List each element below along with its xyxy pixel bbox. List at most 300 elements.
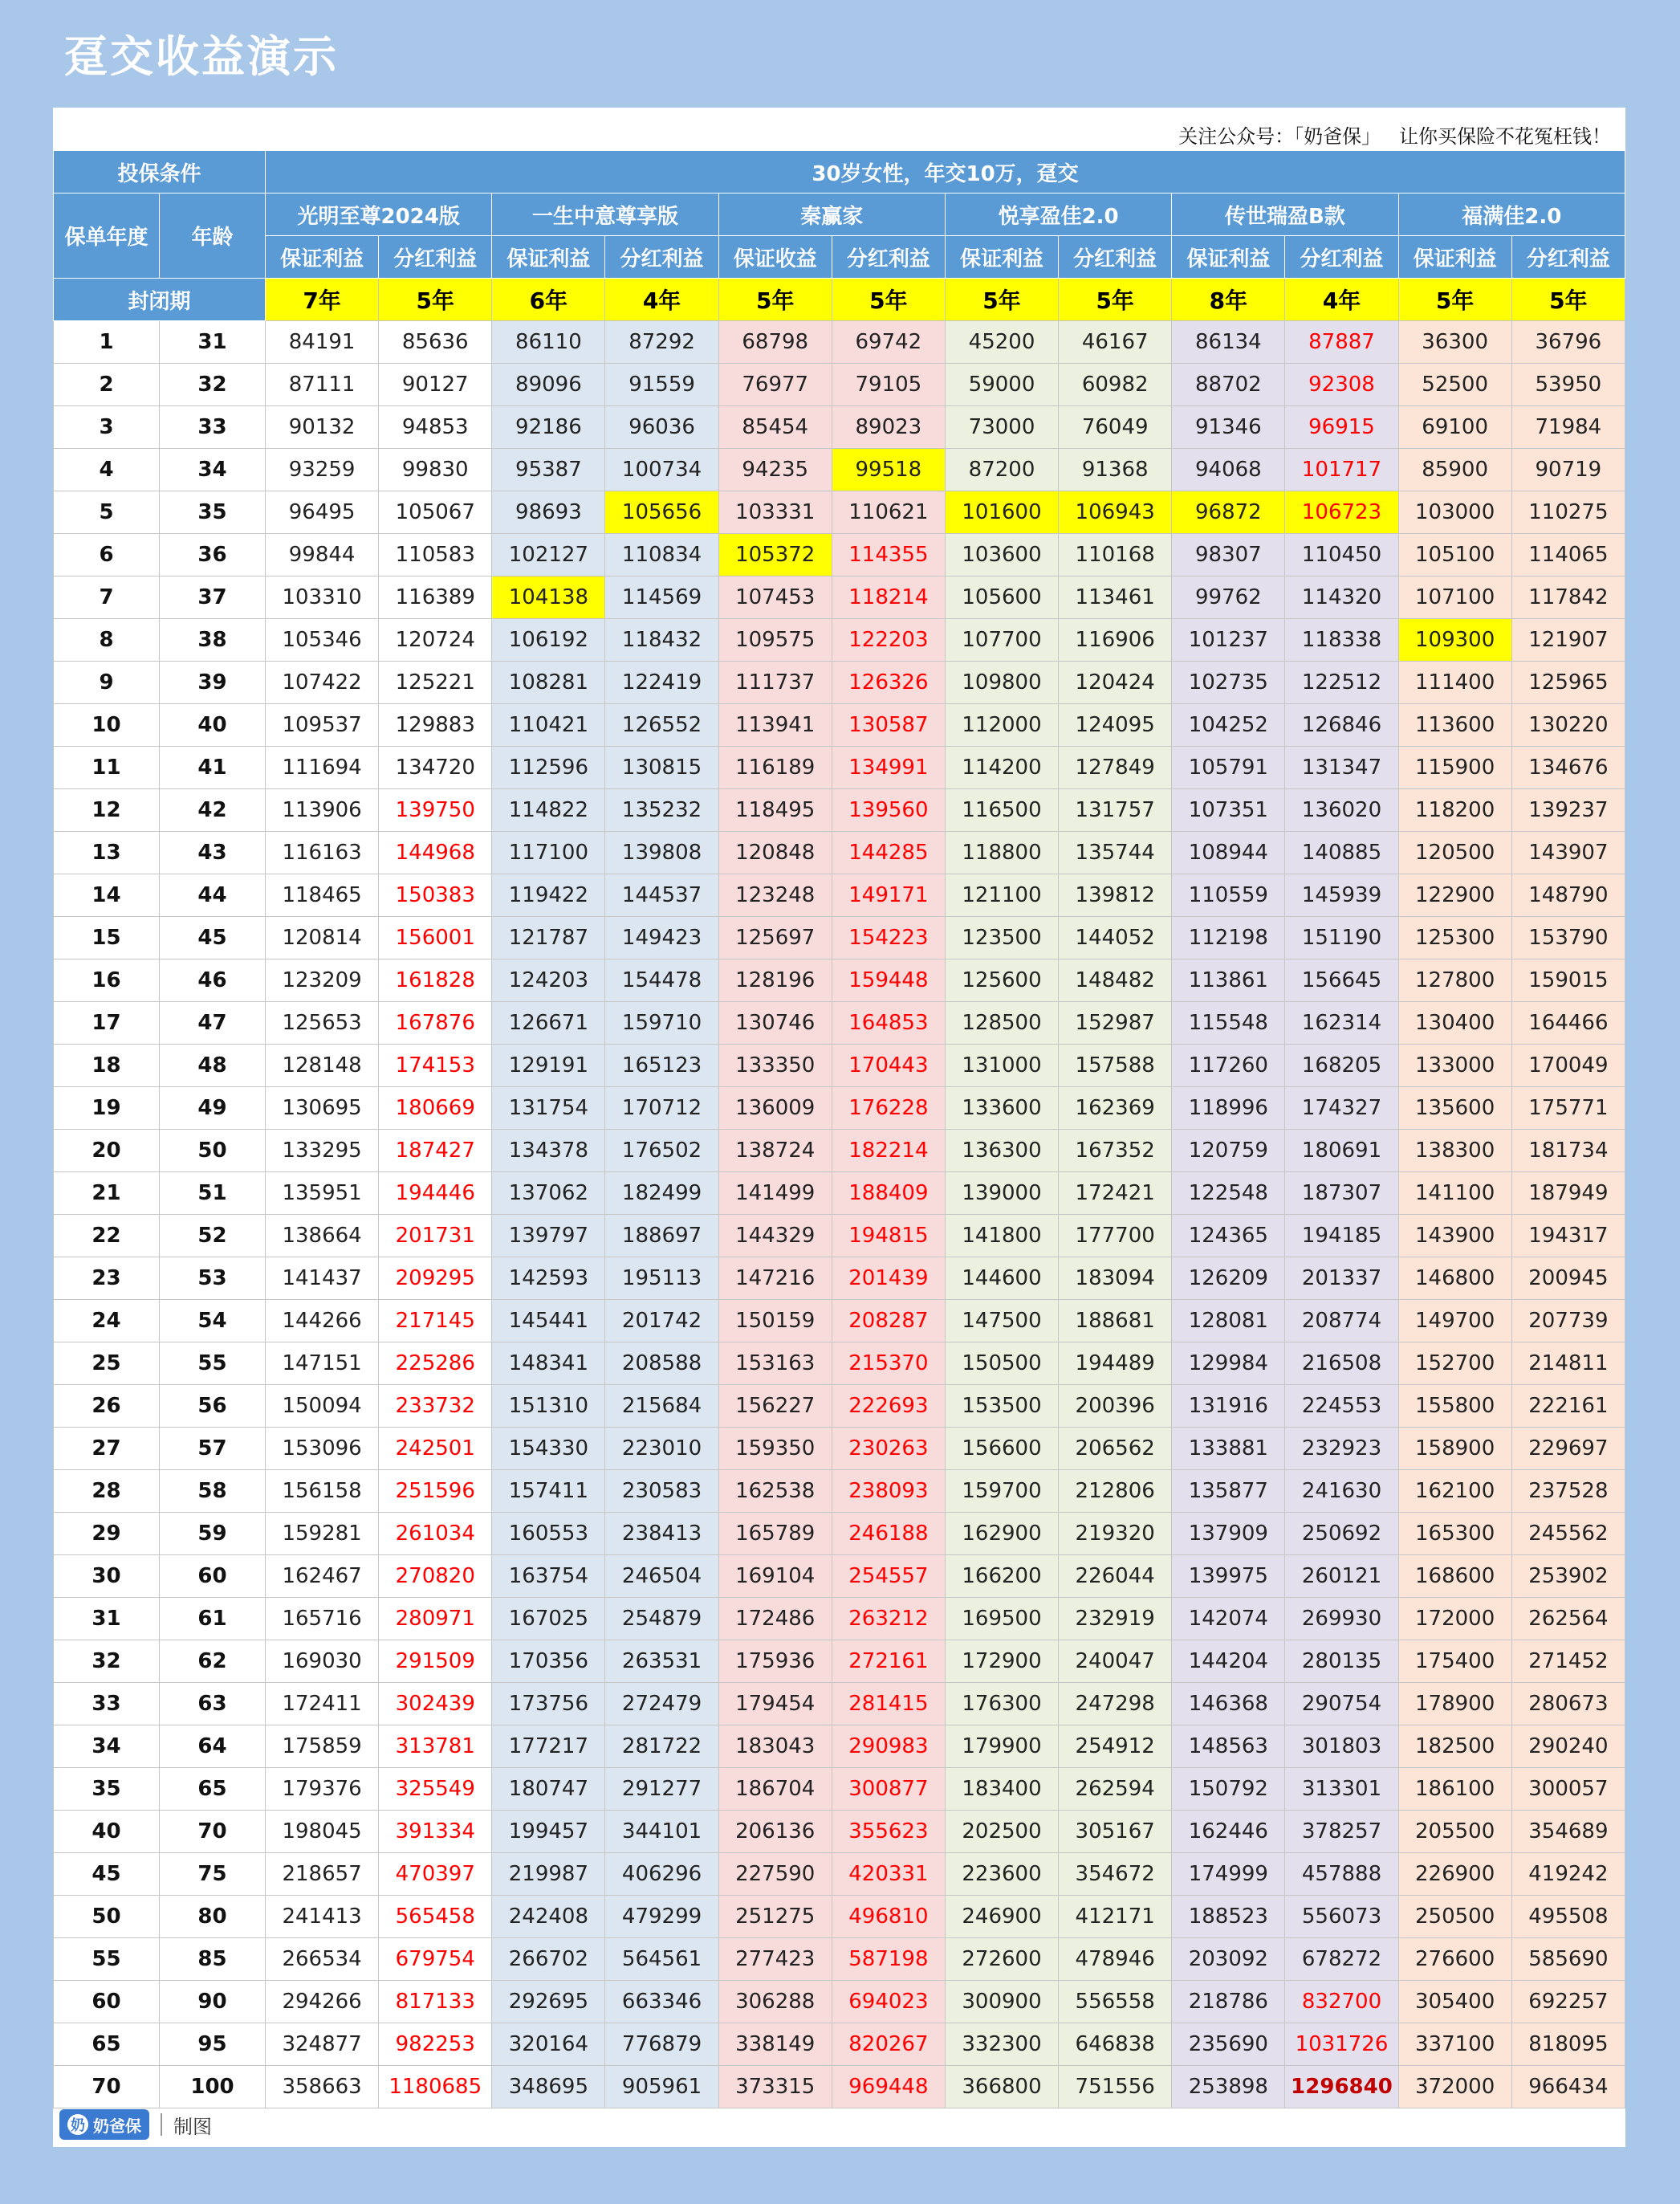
value-cell: 150500: [945, 1342, 1058, 1385]
value-cell: 820267: [832, 2023, 945, 2066]
value-cell: 966434: [1511, 2066, 1625, 2108]
value-cell: 232923: [1285, 1428, 1398, 1470]
value-cell: 215684: [605, 1385, 718, 1428]
value-cell: 96915: [1285, 406, 1398, 449]
condition-text: 30岁女性，年交10万，趸交: [266, 151, 1625, 194]
policy-year-cell: 28: [54, 1470, 160, 1513]
value-cell: 103000: [1398, 491, 1511, 534]
value-cell: 107351: [1172, 789, 1285, 832]
value-cell: 106943: [1059, 491, 1172, 534]
age-cell: 49: [160, 1087, 266, 1130]
value-cell: 98307: [1172, 534, 1285, 576]
value-cell: 222161: [1511, 1385, 1625, 1428]
value-cell: 94068: [1172, 449, 1285, 491]
value-cell: 159710: [605, 1002, 718, 1045]
value-cell: 114065: [1511, 534, 1625, 576]
value-cell: 118465: [266, 874, 379, 917]
age-cell: 40: [160, 704, 266, 747]
value-cell: 110834: [605, 534, 718, 576]
value-cell: 266534: [266, 1938, 379, 1981]
value-cell: 337100: [1398, 2023, 1511, 2066]
value-cell: 300057: [1511, 1768, 1625, 1811]
value-cell: 226044: [1059, 1555, 1172, 1598]
value-cell: 186100: [1398, 1768, 1511, 1811]
value-cell: 131757: [1059, 789, 1172, 832]
value-cell: 87200: [945, 449, 1058, 491]
value-cell: 114200: [945, 747, 1058, 789]
value-cell: 199457: [492, 1811, 605, 1853]
value-cell: 209295: [379, 1257, 492, 1300]
value-cell: 112198: [1172, 917, 1285, 959]
value-cell: 176228: [832, 1087, 945, 1130]
table-row: [54, 1981, 1625, 2023]
lock-period-cell: 5年: [1511, 279, 1625, 321]
value-cell: 91559: [605, 364, 718, 406]
value-cell: 126846: [1285, 704, 1398, 747]
value-cell: 113861: [1172, 959, 1285, 1002]
value-cell: 280135: [1285, 1640, 1398, 1683]
value-cell: 194489: [1059, 1342, 1172, 1385]
value-cell: 99830: [379, 449, 492, 491]
lock-period-cell: 5年: [1398, 279, 1511, 321]
value-cell: 187307: [1285, 1172, 1398, 1215]
value-cell: 194185: [1285, 1215, 1398, 1257]
value-cell: 254557: [832, 1555, 945, 1598]
value-cell: 111737: [718, 662, 832, 704]
value-cell: 116389: [379, 576, 492, 619]
slogan: 关注公众号：「奶爸保」 让你买保险不花冤枉钱！: [1178, 125, 1611, 148]
value-cell: 250692: [1285, 1513, 1398, 1555]
value-cell: 105346: [266, 619, 379, 662]
age-cell: 41: [160, 747, 266, 789]
age-cell: 45: [160, 917, 266, 959]
age-cell: 61: [160, 1598, 266, 1640]
value-cell: 107453: [718, 576, 832, 619]
age-cell: 64: [160, 1725, 266, 1768]
value-cell: 183043: [718, 1725, 832, 1768]
age-cell: 60: [160, 1555, 266, 1598]
value-cell: 94853: [379, 406, 492, 449]
value-cell: 126552: [605, 704, 718, 747]
value-cell: 332300: [945, 2023, 1058, 2066]
age-cell: 59: [160, 1513, 266, 1555]
value-cell: 170712: [605, 1087, 718, 1130]
lock-period-cell: 4年: [1285, 279, 1398, 321]
value-cell: 174153: [379, 1045, 492, 1087]
value-cell: 165123: [605, 1045, 718, 1087]
value-cell: 115548: [1172, 1002, 1285, 1045]
value-cell: 496810: [832, 1896, 945, 1938]
value-cell: 146800: [1398, 1257, 1511, 1300]
value-cell: 151310: [492, 1385, 605, 1428]
value-cell: 354689: [1511, 1811, 1625, 1853]
value-cell: 156600: [945, 1428, 1058, 1470]
value-cell: 153096: [266, 1428, 379, 1470]
value-cell: 149700: [1398, 1300, 1511, 1342]
value-cell: 133000: [1398, 1045, 1511, 1087]
value-cell: 116163: [266, 832, 379, 874]
table-row: [54, 279, 1625, 321]
value-cell: 118214: [832, 576, 945, 619]
age-cell: 48: [160, 1045, 266, 1087]
value-cell: 103310: [266, 576, 379, 619]
table-row: [54, 1896, 1625, 1938]
subcolumn-header: 保证利益: [1172, 236, 1285, 279]
value-cell: 159281: [266, 1513, 379, 1555]
value-cell: 300900: [945, 1981, 1058, 2023]
value-cell: 125697: [718, 917, 832, 959]
value-cell: 183400: [945, 1768, 1058, 1811]
value-cell: 107422: [266, 662, 379, 704]
table-row: [54, 1045, 1625, 1087]
value-cell: 114320: [1285, 576, 1398, 619]
value-cell: 131754: [492, 1087, 605, 1130]
value-cell: 148563: [1172, 1725, 1285, 1768]
age-cell: 42: [160, 789, 266, 832]
value-cell: 355623: [832, 1811, 945, 1853]
value-cell: 201337: [1285, 1257, 1398, 1300]
value-cell: 262594: [1059, 1768, 1172, 1811]
value-cell: 144329: [718, 1215, 832, 1257]
benefit-table: [53, 150, 1625, 2108]
value-cell: 120814: [266, 917, 379, 959]
value-cell: 207739: [1511, 1300, 1625, 1342]
value-cell: 245562: [1511, 1513, 1625, 1555]
value-cell: 130815: [605, 747, 718, 789]
value-cell: 679754: [379, 1938, 492, 1981]
age-cell: 52: [160, 1215, 266, 1257]
value-cell: 348695: [492, 2066, 605, 2108]
value-cell: 188523: [1172, 1896, 1285, 1938]
value-cell: 556073: [1285, 1896, 1398, 1938]
value-cell: 174327: [1285, 1087, 1398, 1130]
table-row: [54, 1683, 1625, 1725]
value-cell: 130746: [718, 1002, 832, 1045]
age-cell: 90: [160, 1981, 266, 2023]
table-row: [54, 491, 1625, 534]
value-cell: 290754: [1285, 1683, 1398, 1725]
table-row: [54, 1300, 1625, 1342]
lock-period-cell: 6年: [492, 279, 605, 321]
value-cell: 167025: [492, 1598, 605, 1640]
value-cell: 251596: [379, 1470, 492, 1513]
value-cell: 300877: [832, 1768, 945, 1811]
subcolumn-header: 保证收益: [718, 236, 832, 279]
value-cell: 188409: [832, 1172, 945, 1215]
value-cell: 272600: [945, 1938, 1058, 1981]
value-cell: 406296: [605, 1853, 718, 1896]
table-row: [54, 1938, 1625, 1981]
policy-year-cell: 22: [54, 1215, 160, 1257]
policy-year-cell: 55: [54, 1938, 160, 1981]
value-cell: 101237: [1172, 619, 1285, 662]
value-cell: 148341: [492, 1342, 605, 1385]
table-row: [54, 789, 1625, 832]
value-cell: 114822: [492, 789, 605, 832]
value-cell: 134676: [1511, 747, 1625, 789]
policy-year-cell: 19: [54, 1087, 160, 1130]
value-cell: 208287: [832, 1300, 945, 1342]
value-cell: 158900: [1398, 1428, 1511, 1470]
policy-year-cell: 21: [54, 1172, 160, 1215]
value-cell: 113941: [718, 704, 832, 747]
value-cell: 905961: [605, 2066, 718, 2108]
value-cell: 162900: [945, 1513, 1058, 1555]
age-cell: 80: [160, 1896, 266, 1938]
age-cell: 50: [160, 1130, 266, 1172]
value-cell: 195113: [605, 1257, 718, 1300]
value-cell: 306288: [718, 1981, 832, 2023]
value-cell: 216508: [1285, 1342, 1398, 1385]
value-cell: 366800: [945, 2066, 1058, 2108]
value-cell: 320164: [492, 2023, 605, 2066]
value-cell: 292695: [492, 1981, 605, 2023]
value-cell: 118338: [1285, 619, 1398, 662]
value-cell: 106192: [492, 619, 605, 662]
value-cell: 150792: [1172, 1768, 1285, 1811]
value-cell: 99844: [266, 534, 379, 576]
value-cell: 110583: [379, 534, 492, 576]
value-cell: 242408: [492, 1896, 605, 1938]
age-cell: 38: [160, 619, 266, 662]
value-cell: 123209: [266, 959, 379, 1002]
value-cell: 162467: [266, 1555, 379, 1598]
value-cell: 180691: [1285, 1130, 1398, 1172]
lock-period-cell: 8年: [1172, 279, 1285, 321]
age-cell: 31: [160, 321, 266, 364]
lock-period-cell: 5年: [832, 279, 945, 321]
value-cell: 104138: [492, 576, 605, 619]
value-cell: 168600: [1398, 1555, 1511, 1598]
value-cell: 127849: [1059, 747, 1172, 789]
value-cell: 117842: [1511, 576, 1625, 619]
value-cell: 242501: [379, 1428, 492, 1470]
value-cell: 478946: [1059, 1938, 1172, 1981]
value-cell: 153790: [1511, 917, 1625, 959]
age-cell: 37: [160, 576, 266, 619]
value-cell: 182214: [832, 1130, 945, 1172]
table-row: [54, 747, 1625, 789]
value-cell: 69100: [1398, 406, 1511, 449]
value-cell: 135600: [1398, 1087, 1511, 1130]
value-cell: 162369: [1059, 1087, 1172, 1130]
value-cell: 124365: [1172, 1215, 1285, 1257]
value-cell: 457888: [1285, 1853, 1398, 1896]
policy-year-cell: 27: [54, 1428, 160, 1470]
policy-year-cell: 12: [54, 789, 160, 832]
value-cell: 420331: [832, 1853, 945, 1896]
table-row: [54, 1811, 1625, 1853]
value-cell: 135951: [266, 1172, 379, 1215]
value-cell: 201742: [605, 1300, 718, 1342]
value-cell: 290983: [832, 1725, 945, 1768]
value-cell: 128196: [718, 959, 832, 1002]
value-cell: 133350: [718, 1045, 832, 1087]
subcolumn-header: 分红利益: [605, 236, 718, 279]
lock-period-cell: 5年: [945, 279, 1058, 321]
value-cell: 101600: [945, 491, 1058, 534]
value-cell: 154330: [492, 1428, 605, 1470]
value-cell: 36300: [1398, 321, 1511, 364]
value-cell: 125300: [1398, 917, 1511, 959]
value-cell: 76977: [718, 364, 832, 406]
value-cell: 134378: [492, 1130, 605, 1172]
value-cell: 128081: [1172, 1300, 1285, 1342]
value-cell: 94235: [718, 449, 832, 491]
value-cell: 85454: [718, 406, 832, 449]
value-cell: 263531: [605, 1640, 718, 1683]
value-cell: 176502: [605, 1130, 718, 1172]
value-cell: 141100: [1398, 1172, 1511, 1215]
value-cell: 142593: [492, 1257, 605, 1300]
value-cell: 156001: [379, 917, 492, 959]
value-cell: 280673: [1511, 1683, 1625, 1725]
value-cell: 127800: [1398, 959, 1511, 1002]
value-cell: 112000: [945, 704, 1058, 747]
value-cell: 100734: [605, 449, 718, 491]
table-row: [54, 534, 1625, 576]
value-cell: 215370: [832, 1342, 945, 1385]
policy-year-cell: 23: [54, 1257, 160, 1300]
value-cell: 305400: [1398, 1981, 1511, 2023]
subcolumn-header: 分红利益: [1059, 236, 1172, 279]
value-cell: 179376: [266, 1768, 379, 1811]
value-cell: 313781: [379, 1725, 492, 1768]
value-cell: 198045: [266, 1811, 379, 1853]
subcolumn-header: 保证利益: [945, 236, 1058, 279]
value-cell: 344101: [605, 1811, 718, 1853]
age-cell: 33: [160, 406, 266, 449]
age-cell: 85: [160, 1938, 266, 1981]
value-cell: 139750: [379, 789, 492, 832]
value-cell: 90719: [1511, 449, 1625, 491]
value-cell: 354672: [1059, 1853, 1172, 1896]
value-cell: 116500: [945, 789, 1058, 832]
value-cell: 175771: [1511, 1087, 1625, 1130]
value-cell: 120724: [379, 619, 492, 662]
value-cell: 129984: [1172, 1342, 1285, 1385]
value-cell: 140885: [1285, 832, 1398, 874]
table-row: [54, 236, 1625, 279]
value-cell: 148790: [1511, 874, 1625, 917]
value-cell: 73000: [945, 406, 1058, 449]
policy-year-cell: 70: [54, 2066, 160, 2108]
value-cell: 201731: [379, 1215, 492, 1257]
age-cell: 32: [160, 364, 266, 406]
value-cell: 372000: [1398, 2066, 1511, 2108]
value-cell: 46167: [1059, 321, 1172, 364]
value-cell: 120848: [718, 832, 832, 874]
value-cell: 229697: [1511, 1428, 1625, 1470]
policy-year-cell: 3: [54, 406, 160, 449]
value-cell: 235690: [1172, 2023, 1285, 2066]
value-cell: 240047: [1059, 1640, 1172, 1683]
value-cell: 151190: [1285, 917, 1398, 959]
value-cell: 36796: [1511, 321, 1625, 364]
subcolumn-header: 分红利益: [1511, 236, 1625, 279]
value-cell: 138724: [718, 1130, 832, 1172]
policy-year-cell: 10: [54, 704, 160, 747]
table-row: [54, 1470, 1625, 1513]
value-cell: 130587: [832, 704, 945, 747]
age-cell: 35: [160, 491, 266, 534]
value-cell: 143900: [1398, 1215, 1511, 1257]
value-cell: 68798: [718, 321, 832, 364]
policy-year-cell: 15: [54, 917, 160, 959]
value-cell: 137909: [1172, 1513, 1285, 1555]
value-cell: 276600: [1398, 1938, 1511, 1981]
value-cell: 129191: [492, 1045, 605, 1087]
value-cell: 95387: [492, 449, 605, 491]
value-cell: 96036: [605, 406, 718, 449]
table-row: [54, 1598, 1625, 1640]
value-cell: 164466: [1511, 1002, 1625, 1045]
baby-icon: 奶: [67, 2114, 88, 2135]
age-cell: 63: [160, 1683, 266, 1725]
made-by-label: 制图: [173, 2115, 212, 2138]
value-cell: 86134: [1172, 321, 1285, 364]
policy-year-cell: 20: [54, 1130, 160, 1172]
table-row: [54, 1513, 1625, 1555]
value-cell: 251275: [718, 1896, 832, 1938]
value-cell: 133295: [266, 1130, 379, 1172]
policy-year-cell: 9: [54, 662, 160, 704]
value-cell: 125965: [1511, 662, 1625, 704]
policy-year-cell: 7: [54, 576, 160, 619]
value-cell: 126326: [832, 662, 945, 704]
value-cell: 102735: [1172, 662, 1285, 704]
value-cell: 150383: [379, 874, 492, 917]
value-cell: 130695: [266, 1087, 379, 1130]
value-cell: 225286: [379, 1342, 492, 1385]
table-row: [54, 1172, 1625, 1215]
value-cell: 145441: [492, 1300, 605, 1342]
value-cell: 143907: [1511, 832, 1625, 874]
age-cell: 39: [160, 662, 266, 704]
value-cell: 159448: [832, 959, 945, 1002]
value-cell: 102127: [492, 534, 605, 576]
value-cell: 110275: [1511, 491, 1625, 534]
value-cell: 237528: [1511, 1470, 1625, 1513]
value-cell: 227590: [718, 1853, 832, 1896]
value-cell: 87111: [266, 364, 379, 406]
table-row: [54, 917, 1625, 959]
value-cell: 162538: [718, 1470, 832, 1513]
value-cell: 177217: [492, 1725, 605, 1768]
value-cell: 107700: [945, 619, 1058, 662]
value-cell: 168205: [1285, 1045, 1398, 1087]
value-cell: 60982: [1059, 364, 1172, 406]
value-cell: 291509: [379, 1640, 492, 1683]
value-cell: 92186: [492, 406, 605, 449]
value-cell: 222693: [832, 1385, 945, 1428]
value-cell: 776879: [605, 2023, 718, 2066]
policy-year-cell: 8: [54, 619, 160, 662]
table-row: [54, 1768, 1625, 1811]
value-cell: 412171: [1059, 1896, 1172, 1938]
value-cell: 290240: [1511, 1725, 1625, 1768]
value-cell: 92308: [1285, 364, 1398, 406]
table-row: [54, 151, 1625, 194]
lock-period-label: 封闭期: [54, 279, 266, 321]
value-cell: 233732: [379, 1385, 492, 1428]
value-cell: 144266: [266, 1300, 379, 1342]
value-cell: 133881: [1172, 1428, 1285, 1470]
value-cell: 214811: [1511, 1342, 1625, 1385]
value-cell: 291277: [605, 1768, 718, 1811]
value-cell: 200945: [1511, 1257, 1625, 1300]
value-cell: 419242: [1511, 1853, 1625, 1896]
